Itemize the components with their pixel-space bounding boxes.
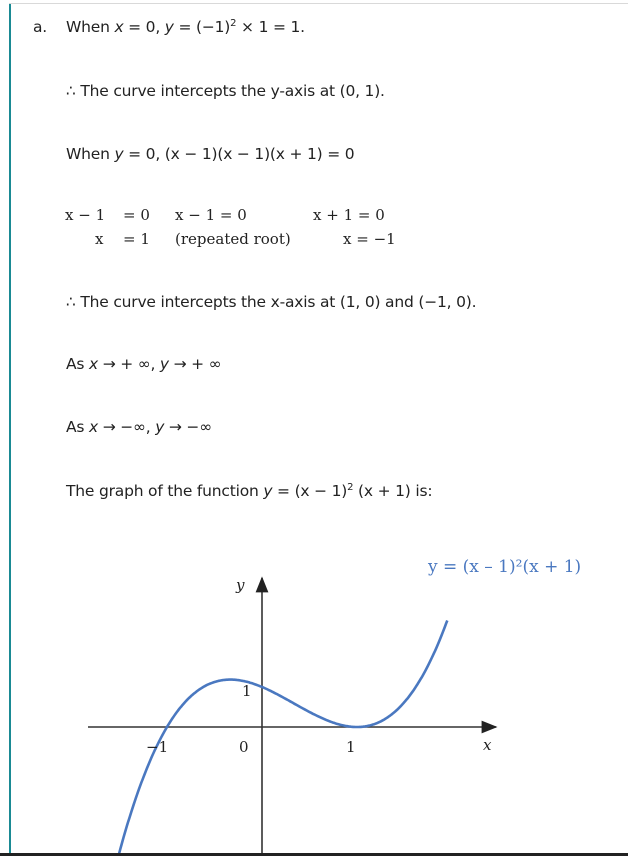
x-axis-label: x: [483, 736, 492, 754]
tick-neg1: −1: [146, 738, 169, 756]
item-label: a.: [33, 18, 48, 36]
y-intercept-calc: When x = 0, $y = (-1)^2 \times 1 = 1$.: [66, 18, 305, 36]
curve-label: y = (x – 1)²(x + 1): [428, 557, 582, 577]
end-behaviour-negative: As x → −∞, y → −∞: [66, 418, 212, 436]
y-intercept-conclusion: ∴ The curve intercepts the y-axis at (0, 1).: [66, 82, 385, 100]
eq-col1-row2b: = 1: [123, 230, 150, 248]
end-behaviour-positive: As x → + ∞, y → + ∞: [66, 355, 222, 373]
eq-col3-row1: x + 1 = 0: [313, 206, 385, 224]
x-intercept-conclusion: ∴ The curve intercepts the x-axis at (1, 0) and (−1, 0).: [66, 293, 477, 311]
function-curve: [119, 621, 447, 854]
tick-1: 1: [346, 738, 356, 756]
eq-col2-row1: x − 1 = 0: [175, 206, 247, 224]
graph-intro: The graph of the function $y = (x - 1)^2$ (x + 1) is:: [66, 482, 433, 500]
eq-col1-row1a: x − 1: [65, 206, 106, 224]
tick-0: 0: [239, 738, 249, 756]
y-axis-label: y: [236, 576, 245, 594]
eq-col1-row2a: x: [95, 230, 104, 248]
eq-col1-row1b: = 0: [123, 206, 150, 224]
ytick-1: 1: [242, 682, 252, 700]
eq-col2-row2: (repeated root): [175, 230, 291, 248]
eq-col3-row2: x = −1: [343, 230, 396, 248]
x-intercept-equation: When y = 0, (x − 1)(x − 1)(x + 1) = 0: [66, 145, 355, 163]
